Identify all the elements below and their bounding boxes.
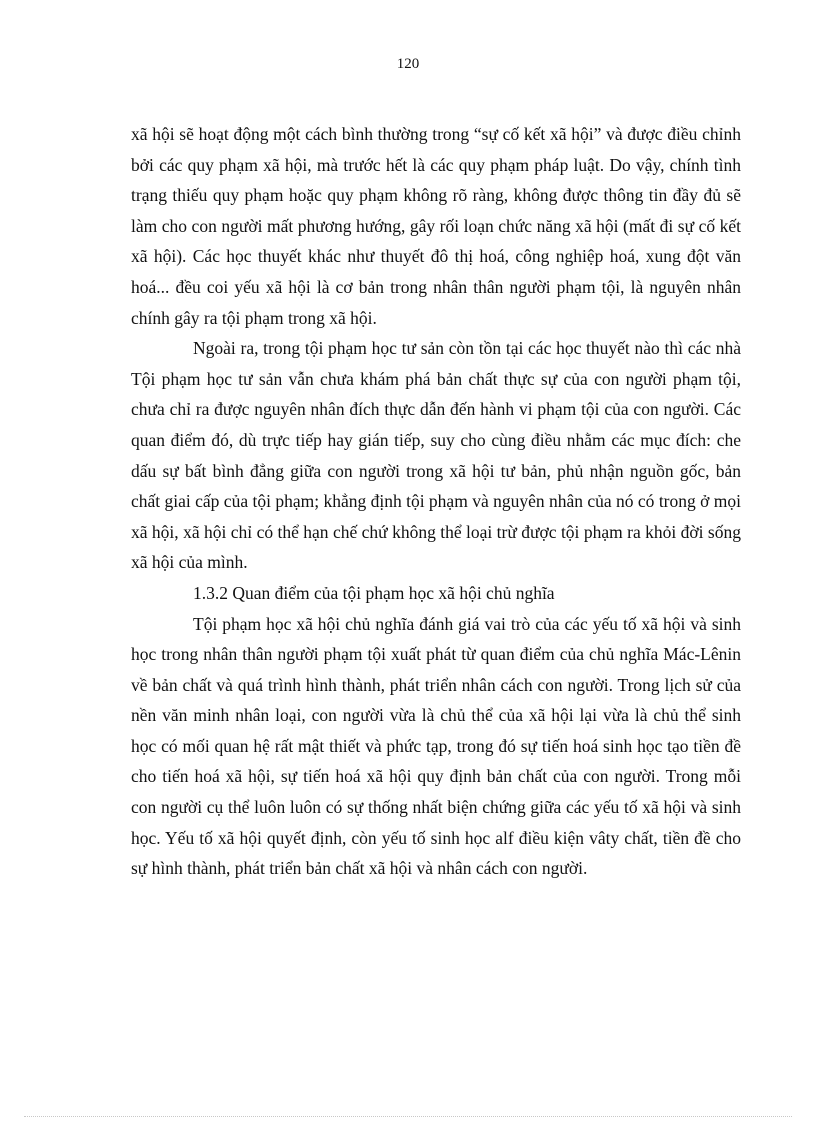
page-number: 120 xyxy=(396,56,420,72)
page-bottom-divider xyxy=(24,1116,792,1117)
paragraph-bourgeois-criminology: Ngoài ra, trong tội phạm học tư sản còn tồn tại các học thuyết nào thì các nhà Tội phạm học tư sản vẫn chưa khám phá bản chất thực sự của con người phạm tội, chưa chỉ ra được nguyên nhân đích thực dẫn đến hành vi phạm tội của con người. Các quan điểm đó, dù trực tiếp hay gián tiếp, suy cho cùng điều nhằm các mục đích: che dấu sự bất bình đẳng giữa con người trong xã hội tư bản, phủ nhận nguồn gốc, bản chất giai cấp của tội phạm; khẳng định tội phạm và nguyên nhân của nó có trong ở mọi xã hội, xã hội chỉ có thể hạn chế chứ không thể loại trừ được tội phạm ra khỏi đời sống xã hội của mình. xyxy=(131,338,741,573)
document-body xyxy=(131,119,741,884)
paragraph-continuation: xã hội sẽ hoạt động một cách bình thường trong “sự cố kết xã hội” và được điều chỉnh bởi các quy phạm xã hội, mà trước hết là các quy phạm pháp luật. Do vậy, chính tình trạng thiếu quy phạm hoặc quy phạm không rõ ràng, không được thông tin đầy đủ sẽ làm cho con người mất phương hướng, gây rối loạn chức năng xã hội (mất đi sự cố kết xã hội). Các học thuyết khác như thuyết đô thị hoá, công nghiệp hoá, xung đột văn hoá... đều coi yếu xã hội là cơ bản trong nhân thân người phạm tội, là nguyên nhân chính gây ra tội phạm trong xã hội. xyxy=(131,124,741,328)
paragraph-socialist-criminology: Tội phạm học xã hội chủ nghĩa đánh giá vai trò của các yếu tố xã hội và sinh học trong nhân thân người phạm tội xuất phát từ quan điểm của chủ nghĩa Mác-Lênin về bản chất và quá trình hình thành, phát triển nhân cách con người. Trong lịch sử của nền văn minh nhân loại, con người vừa là chủ thể của xã hội lại vừa là chủ thể sinh học có mối quan hệ rất mật thiết và phức tạp, trong đó sự tiến hoá sinh học tạo tiền đề cho tiến hoá xã hội, sự tiến hoá xã hội quy định bản chất của con người. Trong mỗi con người cụ thể luôn luôn có sự thống nhất biện chứng giữa các yếu tố xã hội và sinh học. Yếu tố xã hội quyết định, còn yếu tố sinh học alf điều kiện vâty chất, tiền đề cho sự hình thành, phát triển bản chất xã hội và nhân cách con người. xyxy=(131,613,741,879)
section-heading: 1.3.2 Quan điểm của tội phạm học xã hội chủ nghĩa xyxy=(193,582,555,603)
